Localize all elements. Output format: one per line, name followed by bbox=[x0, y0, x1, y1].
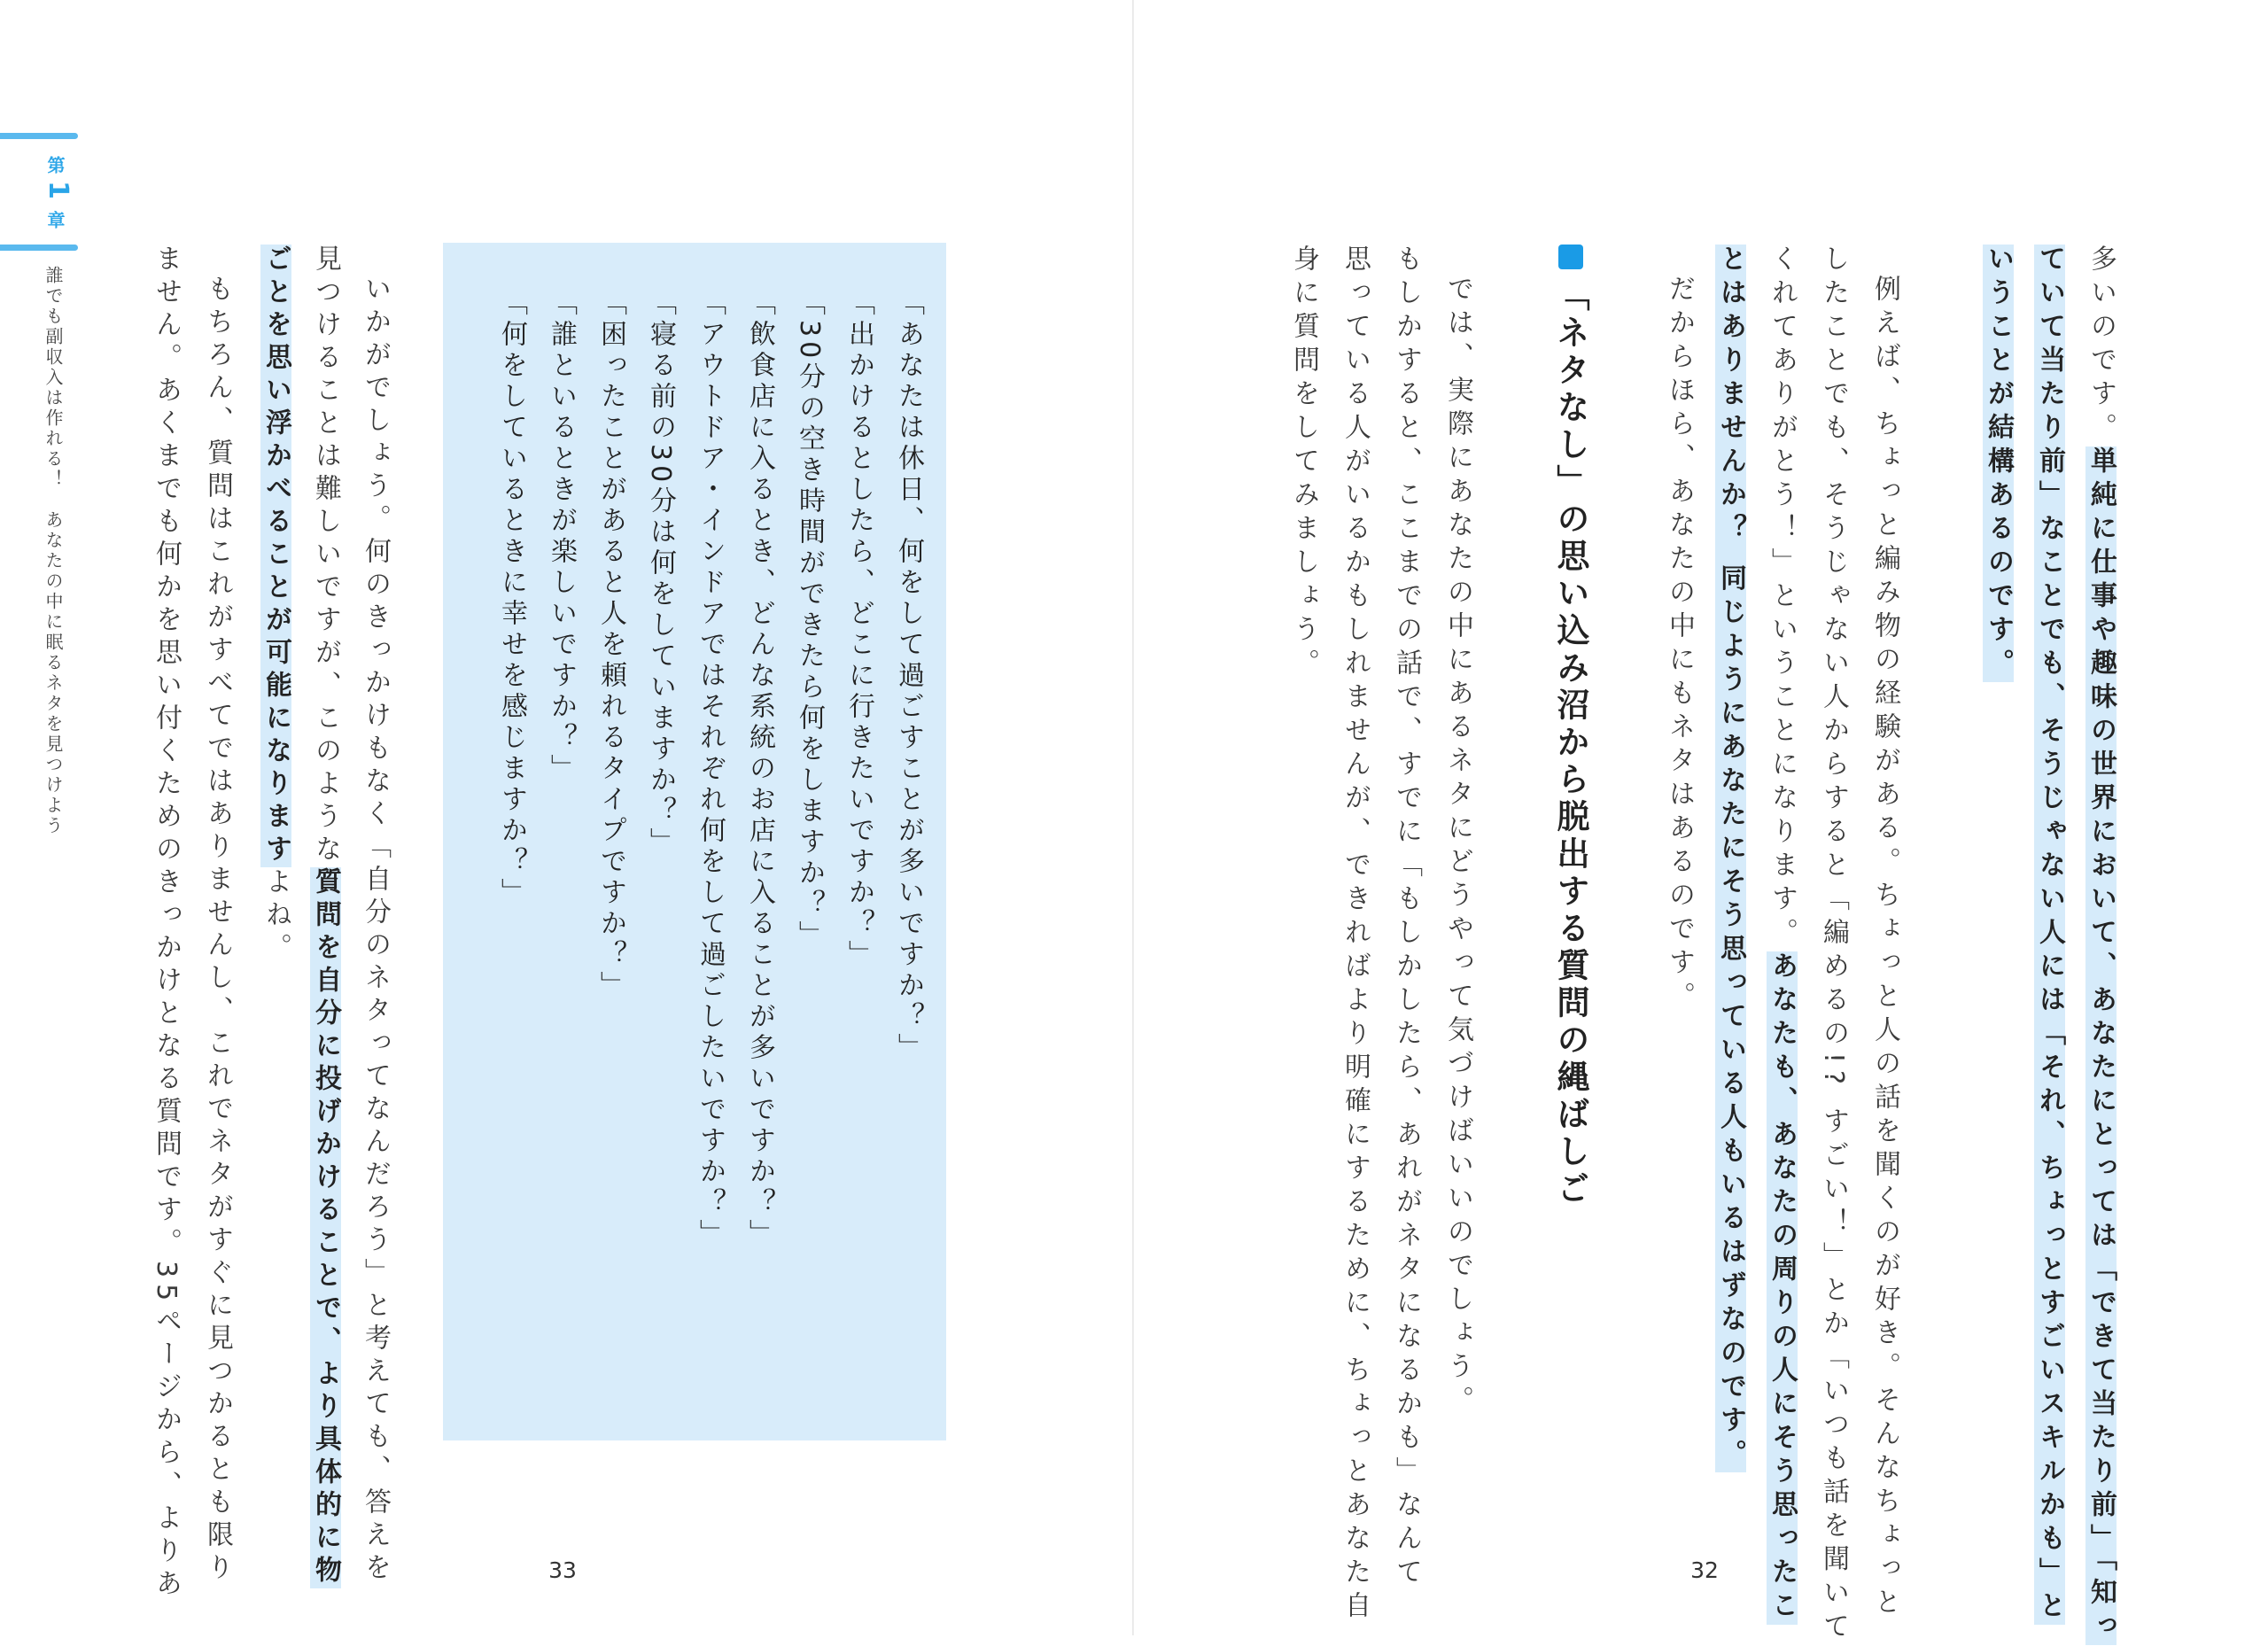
right-line-6-highlight: あなたも、あなたの周りの人にそう思ったこ bbox=[1767, 951, 1798, 1625]
chapter-number: 1 bbox=[43, 181, 74, 199]
left-para1-line1: いかがでしょう。何のきっかけもなく「自分のネタってなんだろう」と考えても、答えを bbox=[360, 275, 391, 1586]
callout-question-6: 「寝る前の30分は何をしていますか？」 bbox=[645, 289, 676, 859]
right-line-2-highlight: ていて当たり前」なことでも、そうじゃない人には「それ、ちょっとすごいスキルかも」と bbox=[2034, 245, 2065, 1625]
right-line-1-plain: 多いのです。 bbox=[2085, 245, 2117, 446]
right-line-4: 例えば、ちょっと編み物の経験がある。ちょっと人の話を聞くのが好き。そんなちょっと bbox=[1869, 275, 1900, 1621]
callout-question-7: 「困ったことがあると人を頼れるタイプですか？」 bbox=[595, 289, 626, 1002]
page-number-right: 32 bbox=[1690, 1557, 1719, 1583]
section-heading: 「ネタなし」の思い込み沼から脱出する質問の縄ばしご bbox=[1551, 278, 1589, 1208]
chapter-tab-top-bar bbox=[0, 133, 78, 139]
chapter-tab-bottom-bar bbox=[0, 245, 78, 251]
left-para2-line1: もちろん、質問はこれがすべてではありませんし、これでネタがすぐに見つかるとも限り bbox=[202, 275, 233, 1586]
chapter-label-bottom: 章 bbox=[44, 211, 66, 229]
left-para1-line2-highlight: 質問を自分に投げかけることで、より具体的に物 bbox=[310, 867, 341, 1588]
left-para1-line3-highlight: ごとを思い浮かべることが可能になります bbox=[260, 245, 291, 867]
right-line-6-plain: くれてありがとう！」ということになります。 bbox=[1767, 245, 1798, 951]
left-para1-line3 bbox=[262, 245, 289, 966]
right-line-10: もしかすると、ここまでの話で、すでに「もしかしたら、あれがネタになるかも」なんて bbox=[1391, 245, 1422, 1591]
right-line-3-highlight: いうことが結構あるのです。 bbox=[1983, 245, 2014, 682]
running-head: 誰でも副収入は作れる！ あなたの中に眠るネタを見つけよう bbox=[43, 266, 64, 836]
right-line-11: 思っている人がいるかもしれませんが、できればより明確にするために、ちょっとあなた自 bbox=[1340, 245, 1371, 1625]
left-para1-line2-plain: 見つけることは難しいですが、このような bbox=[310, 245, 341, 867]
callout-question-3: 「30分の空き時間ができたら何をしますか？」 bbox=[794, 289, 825, 952]
callout-question-9: 「何をしているときに幸せを感じますか？」 bbox=[496, 289, 527, 909]
callout-question-4: 「飲食店に入るとき、どんな系統のお店に入ることが多いですか？」 bbox=[744, 289, 775, 1250]
right-line-1-highlight: 単純に仕事や趣味の世界において、あなたにとっては「できて当たり前」「知っ bbox=[2085, 446, 2117, 1645]
callout-question-8: 「誰といるときが楽しいですか？」 bbox=[546, 289, 577, 785]
left-para2-line2: ません。あくまでも何かを思い付くためのきっかけとなる質問です。35ページから、よりあ bbox=[151, 245, 182, 1603]
right-line-7 bbox=[1717, 245, 1744, 1472]
callout-question-1: 「あなたは休日、何をして過ごすことが多いですか？」 bbox=[893, 289, 924, 1064]
right-line-1 bbox=[2085, 245, 2117, 1645]
callout-question-2: 「出かけるとしたら、どこに行きたいですか？」 bbox=[843, 289, 874, 971]
callout-question-5: 「アウトドア・インドアではそれぞれ何をして過ごしたいですか？」 bbox=[695, 289, 726, 1250]
heading-square-icon bbox=[1558, 245, 1583, 269]
right-line-12: 身に質問をしてみましょう。 bbox=[1288, 245, 1319, 682]
right-line-9: では、実際にあなたの中にあるネタにどうやって気づけばいいのでしょう。 bbox=[1442, 275, 1473, 1419]
left-para1-line3-plain: よね。 bbox=[260, 867, 291, 966]
right-line-7-highlight: とはありませんか？ 同じようにあなたにそう思っている人もいるはずなのです。 bbox=[1715, 245, 1746, 1473]
left-para1-line2 bbox=[310, 245, 341, 1588]
right-line-6 bbox=[1767, 245, 1798, 1625]
right-line-5: したことでも、そうじゃない人からすると「編めるの!? すごい！」とか「いつも話を聞いて bbox=[1818, 245, 1849, 1646]
right-line-3 bbox=[1983, 245, 2014, 682]
right-line-2 bbox=[2034, 245, 2065, 1625]
page-gutter bbox=[1132, 0, 1134, 1635]
page-number-left: 33 bbox=[548, 1557, 577, 1583]
right-line-8: だからほら、あなたの中にもネタはあるのです。 bbox=[1664, 275, 1695, 1015]
chapter-label-top: 第 bbox=[44, 156, 66, 174]
